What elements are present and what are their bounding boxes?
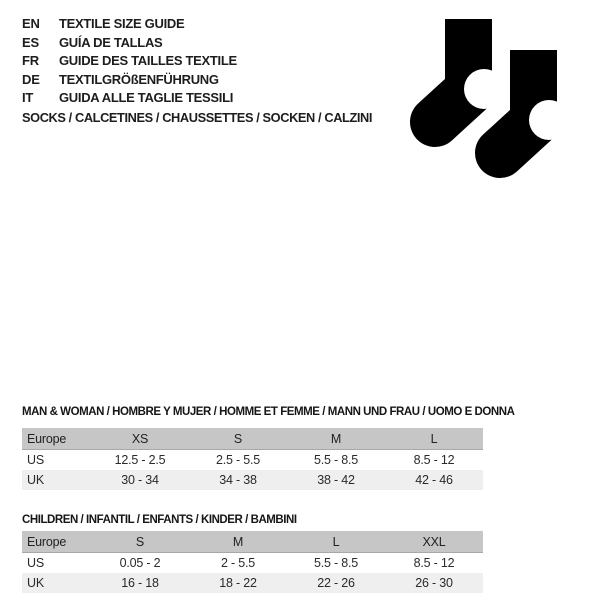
language-code: IT xyxy=(22,90,34,105)
size-cell: 38 - 42 xyxy=(317,473,355,487)
language-label: GUÍA DE TALLAS xyxy=(59,34,163,50)
language-label: TEXTILGRÖßENFÜHRUNG xyxy=(59,71,219,87)
table-title-children: CHILDREN / INFANTIL / ENFANTS / KINDER / BAMBINI xyxy=(22,514,297,526)
table-row-us xyxy=(22,450,483,471)
header-cell-size: L xyxy=(287,531,385,553)
table-row-uk xyxy=(22,573,483,593)
language-row-it xyxy=(22,89,237,108)
size-cell: 30 - 34 xyxy=(121,473,159,487)
size-cell: 12.5 - 2.5 xyxy=(114,453,166,467)
language-code: ES xyxy=(22,34,39,50)
header-cell-size: S xyxy=(91,531,189,553)
header-cell-size: S xyxy=(189,428,287,450)
socks-icon xyxy=(405,8,575,188)
sock-back-heel-hole xyxy=(464,69,504,109)
language-row-fr xyxy=(22,52,237,71)
size-cell: 22 - 26 xyxy=(317,576,355,590)
header-cell-region: Europe xyxy=(22,531,91,553)
language-code: DE xyxy=(22,71,40,87)
size-cell: 0.05 - 2 xyxy=(119,556,161,570)
size-cell: 26 - 30 xyxy=(415,576,453,590)
language-row-de xyxy=(22,71,237,90)
size-cell: 8.5 - 12 xyxy=(413,556,455,570)
socks-icon-svg xyxy=(405,8,575,188)
language-row-es xyxy=(22,34,237,53)
size-cell: 8.5 - 12 xyxy=(413,453,455,467)
sock-front-heel-hole xyxy=(529,100,569,140)
size-table-children xyxy=(22,531,483,593)
header-cell-region: Europe xyxy=(22,428,91,450)
region-cell: UK xyxy=(27,576,44,590)
region-cell: UK xyxy=(27,473,44,487)
size-cell: 2.5 - 5.5 xyxy=(215,453,261,467)
table-header-row xyxy=(22,531,483,553)
table-row-us xyxy=(22,553,483,574)
header-cell-size: M xyxy=(287,428,385,450)
category-title: SOCKS / CALCETINES / CHAUSSETTES / SOCKEN / CALZINI xyxy=(22,110,373,125)
size-cell: 2 - 5.5 xyxy=(220,556,256,570)
size-cell: 34 - 38 xyxy=(219,473,257,487)
size-table-man-woman xyxy=(22,428,483,490)
language-label: GUIDE DES TAILLES TEXTILE xyxy=(59,53,237,68)
header-cell-size: XXL xyxy=(385,531,483,553)
header-cell-size: M xyxy=(189,531,287,553)
table-header-row xyxy=(22,428,483,450)
size-cell: 42 - 46 xyxy=(415,473,453,487)
header-cell-size: XS xyxy=(91,428,189,450)
language-label: TEXTILE SIZE GUIDE xyxy=(59,16,185,31)
region-cell: US xyxy=(27,556,44,570)
size-cell: 5.5 - 8.5 xyxy=(313,556,359,570)
language-code: FR xyxy=(22,53,39,68)
language-code: EN xyxy=(22,16,40,31)
language-list xyxy=(22,15,237,108)
size-cell: 5.5 - 8.5 xyxy=(313,453,359,467)
language-label: GUIDA ALLE TAGLIE TESSILI xyxy=(59,90,234,105)
table-row-uk xyxy=(22,470,483,490)
size-cell: 16 - 18 xyxy=(121,576,159,590)
language-row-en xyxy=(22,15,237,34)
header-cell-size: L xyxy=(385,428,483,450)
table-title-man-woman: MAN & WOMAN / HOMBRE Y MUJER / HOMME ET FEMME / MANN UND FRAU / UOMO E DONNA xyxy=(22,406,515,418)
size-cell: 18 - 22 xyxy=(219,576,257,590)
region-cell: US xyxy=(27,453,44,467)
